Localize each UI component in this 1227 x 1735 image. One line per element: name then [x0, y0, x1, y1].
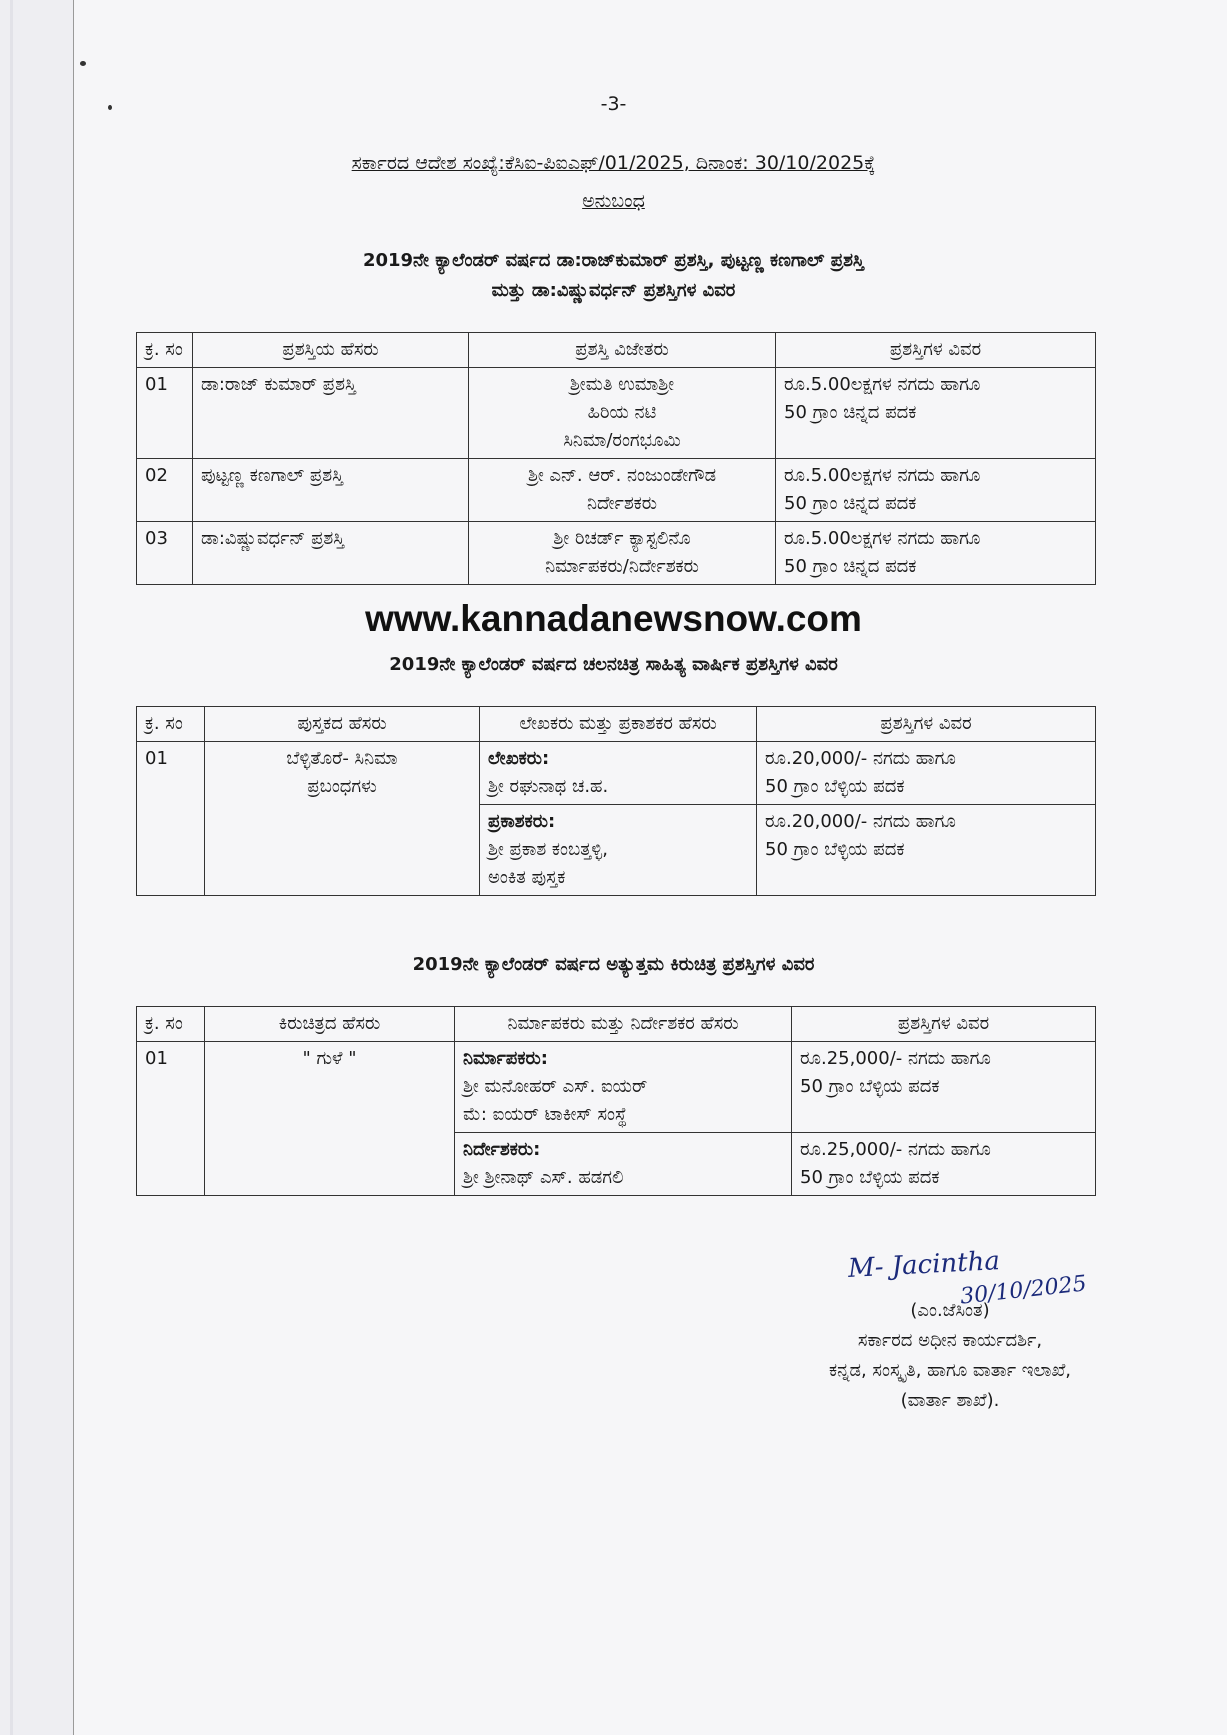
person-line: ಮೆ: ಐಯರ್ ಟಾಕೀಸ್ ಸಂಸ್ಥೆ	[463, 1104, 628, 1125]
person-line: ಅಂಕಿತ ಪುಸ್ತಕ	[488, 867, 566, 888]
header-producer-director: ನಿರ್ಮಾಪಕರು ಮತ್ತು ನಿರ್ದೇಶಕರ ಹೆಸರು	[455, 1007, 792, 1042]
winner-line: ಶ್ರೀ ಎನ್. ಆರ್. ನಂಜುಂಡೇಗೌಡ	[527, 465, 717, 486]
handwritten-signature: M- Jacintha	[847, 1246, 1001, 1284]
details-cell	[776, 459, 1096, 522]
role-label: ಪ್ರಕಾಶಕರು:	[488, 811, 556, 832]
details-line: 50 ಗ್ರಾಂ ಬೆಳ್ಳಿಯ ಪದಕ	[800, 1076, 940, 1097]
details-line: 50 ಗ್ರಾಂ ಬೆಳ್ಳಿಯ ಪದಕ	[765, 776, 905, 797]
book-line: ಪ್ರಬಂಧಗಳು	[307, 776, 377, 797]
signatory-department: ಕನ್ನಡ, ಸಂಸ್ಕೃತಿ, ಹಾಗೂ ವಾರ್ತಾ ಇಲಾಖೆ,	[828, 1360, 1072, 1381]
winner-line: ಶ್ರೀಮತಿ ಉಮಾಶ್ರೀ	[569, 374, 675, 395]
sl-cell: 01	[137, 368, 193, 459]
details-line: ರೂ.20,000/- ನಗದು ಹಾಗೂ	[765, 811, 956, 832]
director-cell	[455, 1133, 792, 1196]
section1-title-line2: ಮತ್ತು ಡಾ:ವಿಷ್ಣುವರ್ಧನ್ ಪ್ರಶಸ್ತಿಗಳ ವಿವರ	[491, 280, 736, 301]
role-label: ನಿರ್ದೇಶಕರು:	[463, 1139, 541, 1160]
publisher-cell	[480, 805, 757, 896]
annexure-heading: ಅನುಬಂಧ	[582, 190, 645, 212]
sl-cell: 01	[137, 742, 205, 896]
winner-line: ಹಿರಿಯ ನಟಿ	[587, 402, 657, 423]
person-line: ಶ್ರೀ ಮನೋಹರ್ ಎಸ್. ಐಯರ್	[463, 1076, 648, 1097]
table-header-row	[137, 1007, 1096, 1042]
award-table-3	[136, 1006, 1096, 1196]
award-cell: ಪುಟ್ಟಣ್ಣ ಕಣಗಾಲ್ ಪ್ರಶಸ್ತಿ	[193, 459, 469, 522]
header-award-name: ಪ್ರಶಸ್ತಿಯ ಹೆಸರು	[193, 333, 469, 368]
details-line: ರೂ.5.00ಲಕ್ಷಗಳ ನಗದು ಹಾಗೂ	[784, 374, 981, 395]
header-author-publisher: ಲೇಖಕರು ಮತ್ತು ಪ್ರಕಾಶಕರ ಹೆಸರು	[480, 707, 757, 742]
header-book-name: ಪುಸ್ತಕದ ಹೆಸರು	[205, 707, 480, 742]
winner-line: ಸಿನಿಮಾ/ರಂಗಭೂಮಿ	[563, 430, 681, 451]
winner-cell	[469, 459, 776, 522]
signatory-branch: (ವಾರ್ತಾ ಶಾಖೆ).	[900, 1390, 1000, 1411]
header-details: ಪ್ರಶಸ್ತಿಗಳ ವಿವರ	[776, 333, 1096, 368]
table-row	[137, 742, 1096, 805]
details-line: 50 ಗ್ರಾಂ ಬೆಳ್ಳಿಯ ಪದಕ	[800, 1167, 940, 1188]
section2-title: 2019ನೇ ಕ್ಯಾಲೆಂಡರ್ ವರ್ಷದ ಚಲನಚಿತ್ರ ಸಾಹಿತ್ಯ ವಾರ್ಷಿಕ ಪ್ರಶಸ್ತಿಗಳ ವಿವರ	[389, 654, 838, 675]
page-number: -3-	[600, 93, 627, 115]
signatory-designation: ಸರ್ಕಾರದ ಅಧೀನ ಕಾರ್ಯದರ್ಶಿ,	[857, 1330, 1043, 1351]
book-line: ಬೆಳ್ಳಿತೊರೆ- ಸಿನಿಮಾ	[286, 748, 398, 769]
award-table-2	[136, 706, 1096, 896]
details-line: ರೂ.5.00ಲಕ್ಷಗಳ ನಗದು ಹಾಗೂ	[784, 528, 981, 549]
section3-title: 2019ನೇ ಕ್ಯಾಲೆಂಡರ್ ವರ್ಷದ ಅತ್ಯುತ್ತಮ ಕಿರುಚಿತ್ರ ಪ್ರಶಸ್ತಿಗಳ ವಿವರ	[412, 954, 815, 975]
details-cell	[776, 368, 1096, 459]
award-cell: ಡಾ:ರಾಜ್ ಕುಮಾರ್ ಪ್ರಶಸ್ತಿ	[193, 368, 469, 459]
role-label: ಲೇಖಕರು:	[488, 748, 550, 769]
details-cell	[757, 805, 1096, 896]
website-watermark: www.kannadanewsnow.com	[365, 598, 862, 639]
details-cell	[776, 522, 1096, 585]
book-cell	[205, 742, 480, 896]
winner-cell	[469, 522, 776, 585]
details-cell	[792, 1133, 1096, 1196]
person-line: ಶ್ರೀ ಶ್ರೀನಾಥ್ ಎಸ್. ಹಡಗಲಿ	[463, 1167, 624, 1188]
table-header-row	[137, 333, 1096, 368]
table-header-row	[137, 707, 1096, 742]
order-reference: ಸರ್ಕಾರದ ಆದೇಶ ಸಂಖ್ಯೆ:ಕೆಸಿಐ-ಪಿಐಎಫ್/01/2025, ದಿನಾಂಕ: 30/10/2025ಕ್ಕೆ	[351, 152, 876, 174]
author-cell	[480, 742, 757, 805]
film-cell: " ಗುಳೆ "	[205, 1042, 455, 1196]
table-row	[137, 459, 1096, 522]
scan-speck	[80, 61, 86, 66]
header-sl: ಕ್ರ. ಸಂ	[137, 333, 193, 368]
signatory-name: (ಎಂ.ಜೆಸಿಂತ)	[910, 1300, 990, 1321]
header-short-film-name: ಕಿರುಚಿತ್ರದ ಹೆಸರು	[205, 1007, 455, 1042]
details-cell	[792, 1042, 1096, 1133]
winner-line: ನಿರ್ದೇಶಕರು	[586, 493, 658, 514]
person-line: ಶ್ರೀ ಪ್ರಕಾಶ ಕಂಬತ್ತಳ್ಳಿ,	[488, 839, 608, 860]
winner-cell	[469, 368, 776, 459]
details-line: 50 ಗ್ರಾಂ ಬೆಳ್ಳಿಯ ಪದಕ	[765, 839, 905, 860]
details-line: 50 ಗ್ರಾಂ ಚಿನ್ನದ ಪದಕ	[784, 493, 917, 514]
details-line: 50 ಗ್ರಾಂ ಚಿನ್ನದ ಪದಕ	[784, 402, 917, 423]
section1-title-line1: 2019ನೇ ಕ್ಯಾಲೆಂಡರ್ ವರ್ಷದ ಡಾ:ರಾಜ್‌ಕುಮಾರ್ ಪ್ರಶಸ್ತಿ, ಪುಟ್ಟಣ್ಣ ಕಣಗಾಲ್ ಪ್ರಶಸ್ತಿ	[362, 250, 865, 271]
header-sl: ಕ್ರ. ಸಂ	[137, 707, 205, 742]
table-row	[137, 1042, 1096, 1133]
award-table-1	[136, 332, 1096, 585]
sl-cell: 03	[137, 522, 193, 585]
handwritten-date: 30/10/2025	[959, 1271, 1088, 1310]
producer-cell	[455, 1042, 792, 1133]
sl-cell: 01	[137, 1042, 205, 1196]
person-line: ಶ್ರೀ ರಘುನಾಥ ಚ.ಹ.	[488, 776, 609, 797]
sl-cell: 02	[137, 459, 193, 522]
header-details: ಪ್ರಶಸ್ತಿಗಳ ವಿವರ	[792, 1007, 1096, 1042]
details-cell	[757, 742, 1096, 805]
table-row	[137, 522, 1096, 585]
table-row	[137, 368, 1096, 459]
winner-line: ನಿರ್ಮಾಪಕರು/ನಿರ್ದೇಶಕರು	[545, 556, 699, 577]
details-line: ರೂ.25,000/- ನಗದು ಹಾಗೂ	[800, 1139, 991, 1160]
award-cell: ಡಾ:ವಿಷ್ಣುವರ್ಧನ್ ಪ್ರಶಸ್ತಿ	[193, 522, 469, 585]
winner-line: ಶ್ರೀ ರಿಚರ್ಡ್ ಕ್ಯಾಸ್ಟಲಿನೊ	[553, 528, 691, 549]
header-details: ಪ್ರಶಸ್ತಿಗಳ ವಿವರ	[757, 707, 1096, 742]
details-line: ರೂ.5.00ಲಕ್ಷಗಳ ನಗದು ಹಾಗೂ	[784, 465, 981, 486]
header-sl: ಕ್ರ. ಸಂ	[137, 1007, 205, 1042]
details-line: ರೂ.25,000/- ನಗದು ಹಾಗೂ	[800, 1048, 991, 1069]
details-line: ರೂ.20,000/- ನಗದು ಹಾಗೂ	[765, 748, 956, 769]
signatory-block	[700, 1296, 1200, 1416]
header-winners: ಪ್ರಶಸ್ತಿ ವಿಜೇತರು	[469, 333, 776, 368]
role-label: ನಿರ್ಮಾಪಕರು:	[463, 1048, 548, 1069]
details-line: 50 ಗ್ರಾಂ ಚಿನ್ನದ ಪದಕ	[784, 556, 917, 577]
